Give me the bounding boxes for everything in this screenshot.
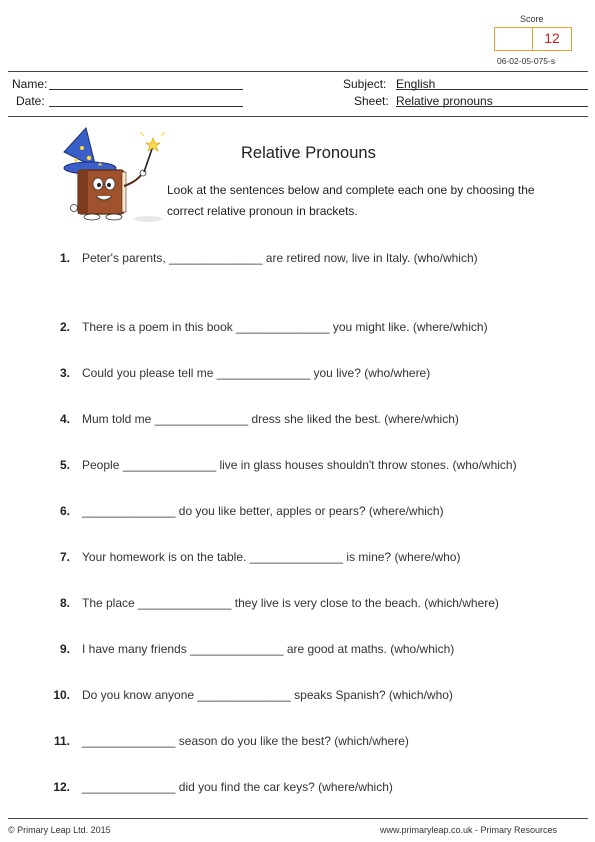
question-number: 11. — [53, 734, 70, 748]
question-text: ______________ do you like better, apples or pears? (where/which) — [82, 504, 444, 518]
site-link[interactable]: www.primaryleap.co.uk - Primary Resources — [380, 825, 558, 835]
question-text: Could you please tell me ______________ you live? (who/where) — [82, 366, 431, 380]
copyright: © Primary Leap Ltd. 2015 — [8, 825, 111, 835]
question-text: There is a poem in this book ______________ you might like. (where/which) — [82, 320, 488, 334]
question-text: ______________ did you find the car keys? (where/which) — [82, 780, 393, 794]
instructions: Look at the sentences below and complete each one by choosing the correct relative pronoun in brackets. — [167, 183, 535, 218]
question-number: 12. — [53, 780, 70, 794]
question-number: 6. — [59, 504, 70, 518]
wizard-book-mascot-icon — [56, 124, 166, 224]
question-text: Mum told me ______________ dress she liked the best. (where/which) — [82, 412, 459, 426]
question-text: Your homework is on the table. ______________ is mine? (where/who) — [82, 550, 461, 564]
score-input[interactable] — [494, 27, 533, 51]
question-number: 2. — [59, 320, 70, 334]
question-text: I have many friends ______________ are good at maths. (who/which) — [82, 642, 455, 656]
question-text: The place ______________ they live is very close to the beach. (which/where) — [82, 596, 499, 610]
question-text: ______________ season do you like the best? (which/where) — [82, 734, 409, 748]
question-text: Do you know anyone ______________ speaks Spanish? (which/who) — [82, 688, 453, 702]
header-divider-bottom — [8, 116, 588, 117]
sheet-label: Sheet: — [354, 94, 389, 108]
subject-field — [396, 77, 588, 90]
question-number: 10. — [53, 688, 70, 702]
name-label: Name: — [12, 77, 48, 91]
subject-label: Subject: — [343, 77, 387, 91]
question-text: Peter's parents, ______________ are retired now, live in Italy. (who/which) — [82, 251, 478, 265]
question-number: 1. — [59, 251, 70, 265]
score-total: 12 — [532, 27, 572, 51]
sheet-code: 06-02-05-075-s — [497, 56, 556, 66]
question-text: People ______________ live in glass houses shouldn't throw stones. (who/which) — [82, 458, 517, 472]
question-number: 5. — [59, 458, 70, 472]
footer-divider — [8, 818, 588, 819]
date-label: Date: — [16, 94, 45, 108]
question-number: 3. — [59, 366, 70, 380]
question-number: 4. — [59, 412, 70, 426]
question-number: 9. — [59, 642, 70, 656]
subject-value: English — [396, 77, 436, 91]
header-divider-top — [8, 71, 588, 72]
question-number: 8. — [59, 596, 70, 610]
sheet-field — [396, 94, 588, 107]
sheet-value: Relative pronouns — [396, 94, 493, 108]
score-label: Score — [520, 14, 544, 24]
worksheet-title: Relative Pronouns — [241, 144, 376, 162]
question-number: 7. — [59, 550, 70, 564]
date-field[interactable] — [49, 94, 243, 107]
name-field[interactable] — [49, 77, 243, 90]
